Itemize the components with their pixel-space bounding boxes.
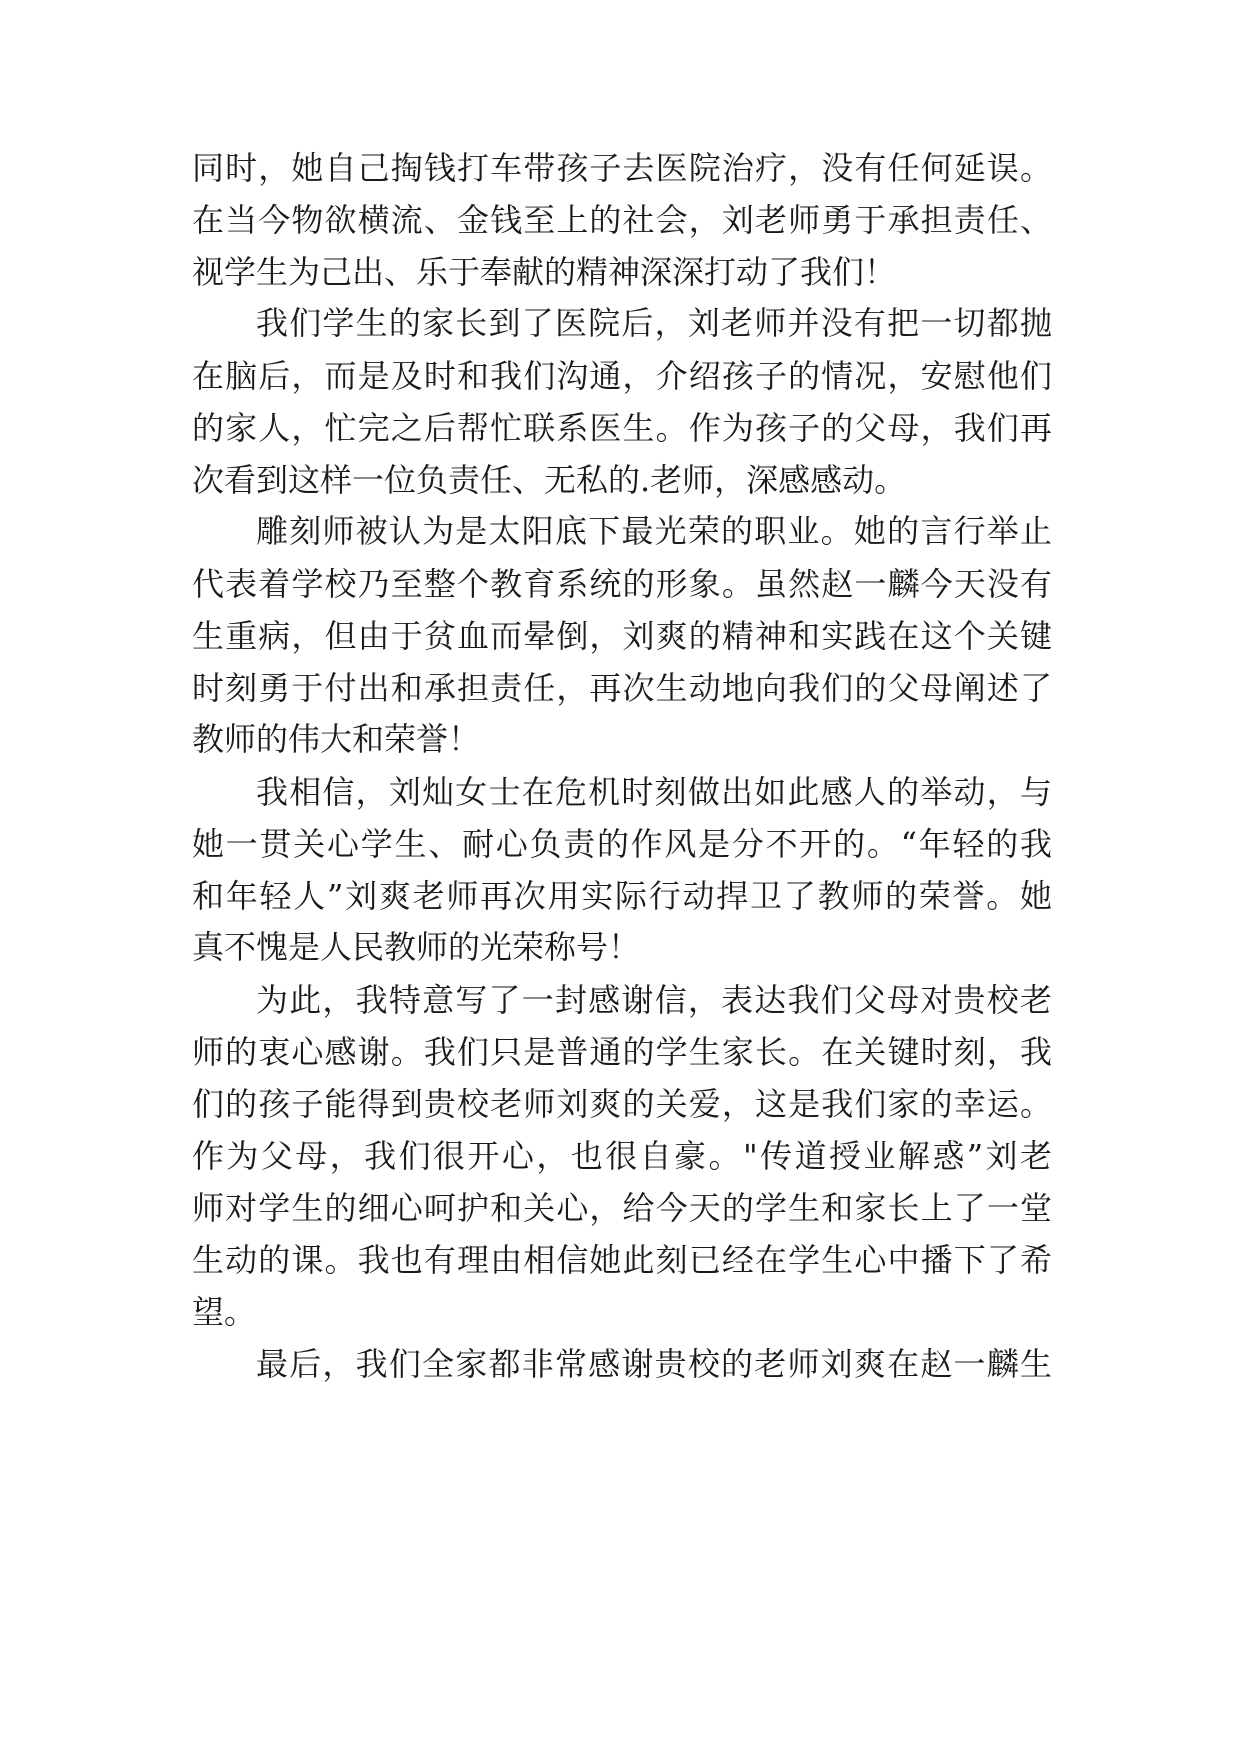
paragraph-first-line: 为此，我特意写了一封感谢信，表达我们父母对贵校老: [256, 981, 1052, 1019]
text-line: 望。: [192, 1293, 257, 1331]
text-line: 代表着学校乃至整个教育系统的形象。虽然赵一麟今天没有: [192, 565, 1052, 603]
text-line: 们的孩子能得到贵校老师刘爽的关爱，这是我们家的幸运。: [192, 1085, 1052, 1123]
text-line: 的家人，忙完之后帮忙联系医生。作为孩子的父母，我们再: [192, 409, 1052, 447]
text-line: 师对学生的细心呵护和关心，给今天的学生和家长上了一堂: [192, 1189, 1052, 1227]
text-line: 生动的课。我也有理由相信她此刻已经在学生心中播下了希: [192, 1241, 1052, 1279]
text-line: 同时，她自己掏钱打车带孩子去医院治疗，没有任何延误。: [192, 149, 1052, 187]
text-line: 和年轻人”刘爽老师再次用实际行动捍卫了教师的荣誉。她: [192, 877, 1052, 915]
text-line: 真不愧是人民教师的光荣称号！: [192, 928, 641, 966]
text-line: 生重病，但由于贫血而晕倒，刘爽的精神和实践在这个关键: [192, 617, 1052, 655]
text-line: 次看到这样一位负责任、无私的.老师，深感感动。: [192, 461, 907, 499]
text-line: 在当今物欲横流、金钱至上的社会，刘老师勇于承担责任、: [192, 201, 1052, 239]
text-line: 视学生为己出、乐于奉献的精神深深打动了我们！: [192, 253, 897, 291]
paragraph-first-line: 我们学生的家长到了医院后，刘老师并没有把一切都抛: [256, 304, 1052, 342]
text-line: 师的衷心感谢。我们只是普通的学生家长。在关键时刻，我: [192, 1033, 1052, 1071]
paragraph-first-line: 雕刻师被认为是太阳底下最光荣的职业。她的言行举止: [256, 512, 1052, 550]
text-line: 作为父母，我们很开心，也很自豪。"传道授业解惑”刘老: [192, 1137, 1052, 1175]
paragraph-first-line: 最后，我们全家都非常感谢贵校的老师刘爽在赵一麟生: [256, 1345, 1052, 1383]
text-line: 她一贯关心学生、耐心负责的作风是分不开的。“年轻的我: [192, 825, 1052, 863]
text-line: 在脑后，而是及时和我们沟通，介绍孩子的情况，安慰他们: [192, 357, 1052, 395]
paragraph-first-line: 我相信，刘灿女士在危机时刻做出如此感人的举动，与: [256, 773, 1052, 811]
text-line: 教师的伟大和荣誉！: [192, 720, 481, 758]
text-line: 时刻勇于付出和承担责任，再次生动地向我们的父母阐述了: [192, 669, 1052, 707]
